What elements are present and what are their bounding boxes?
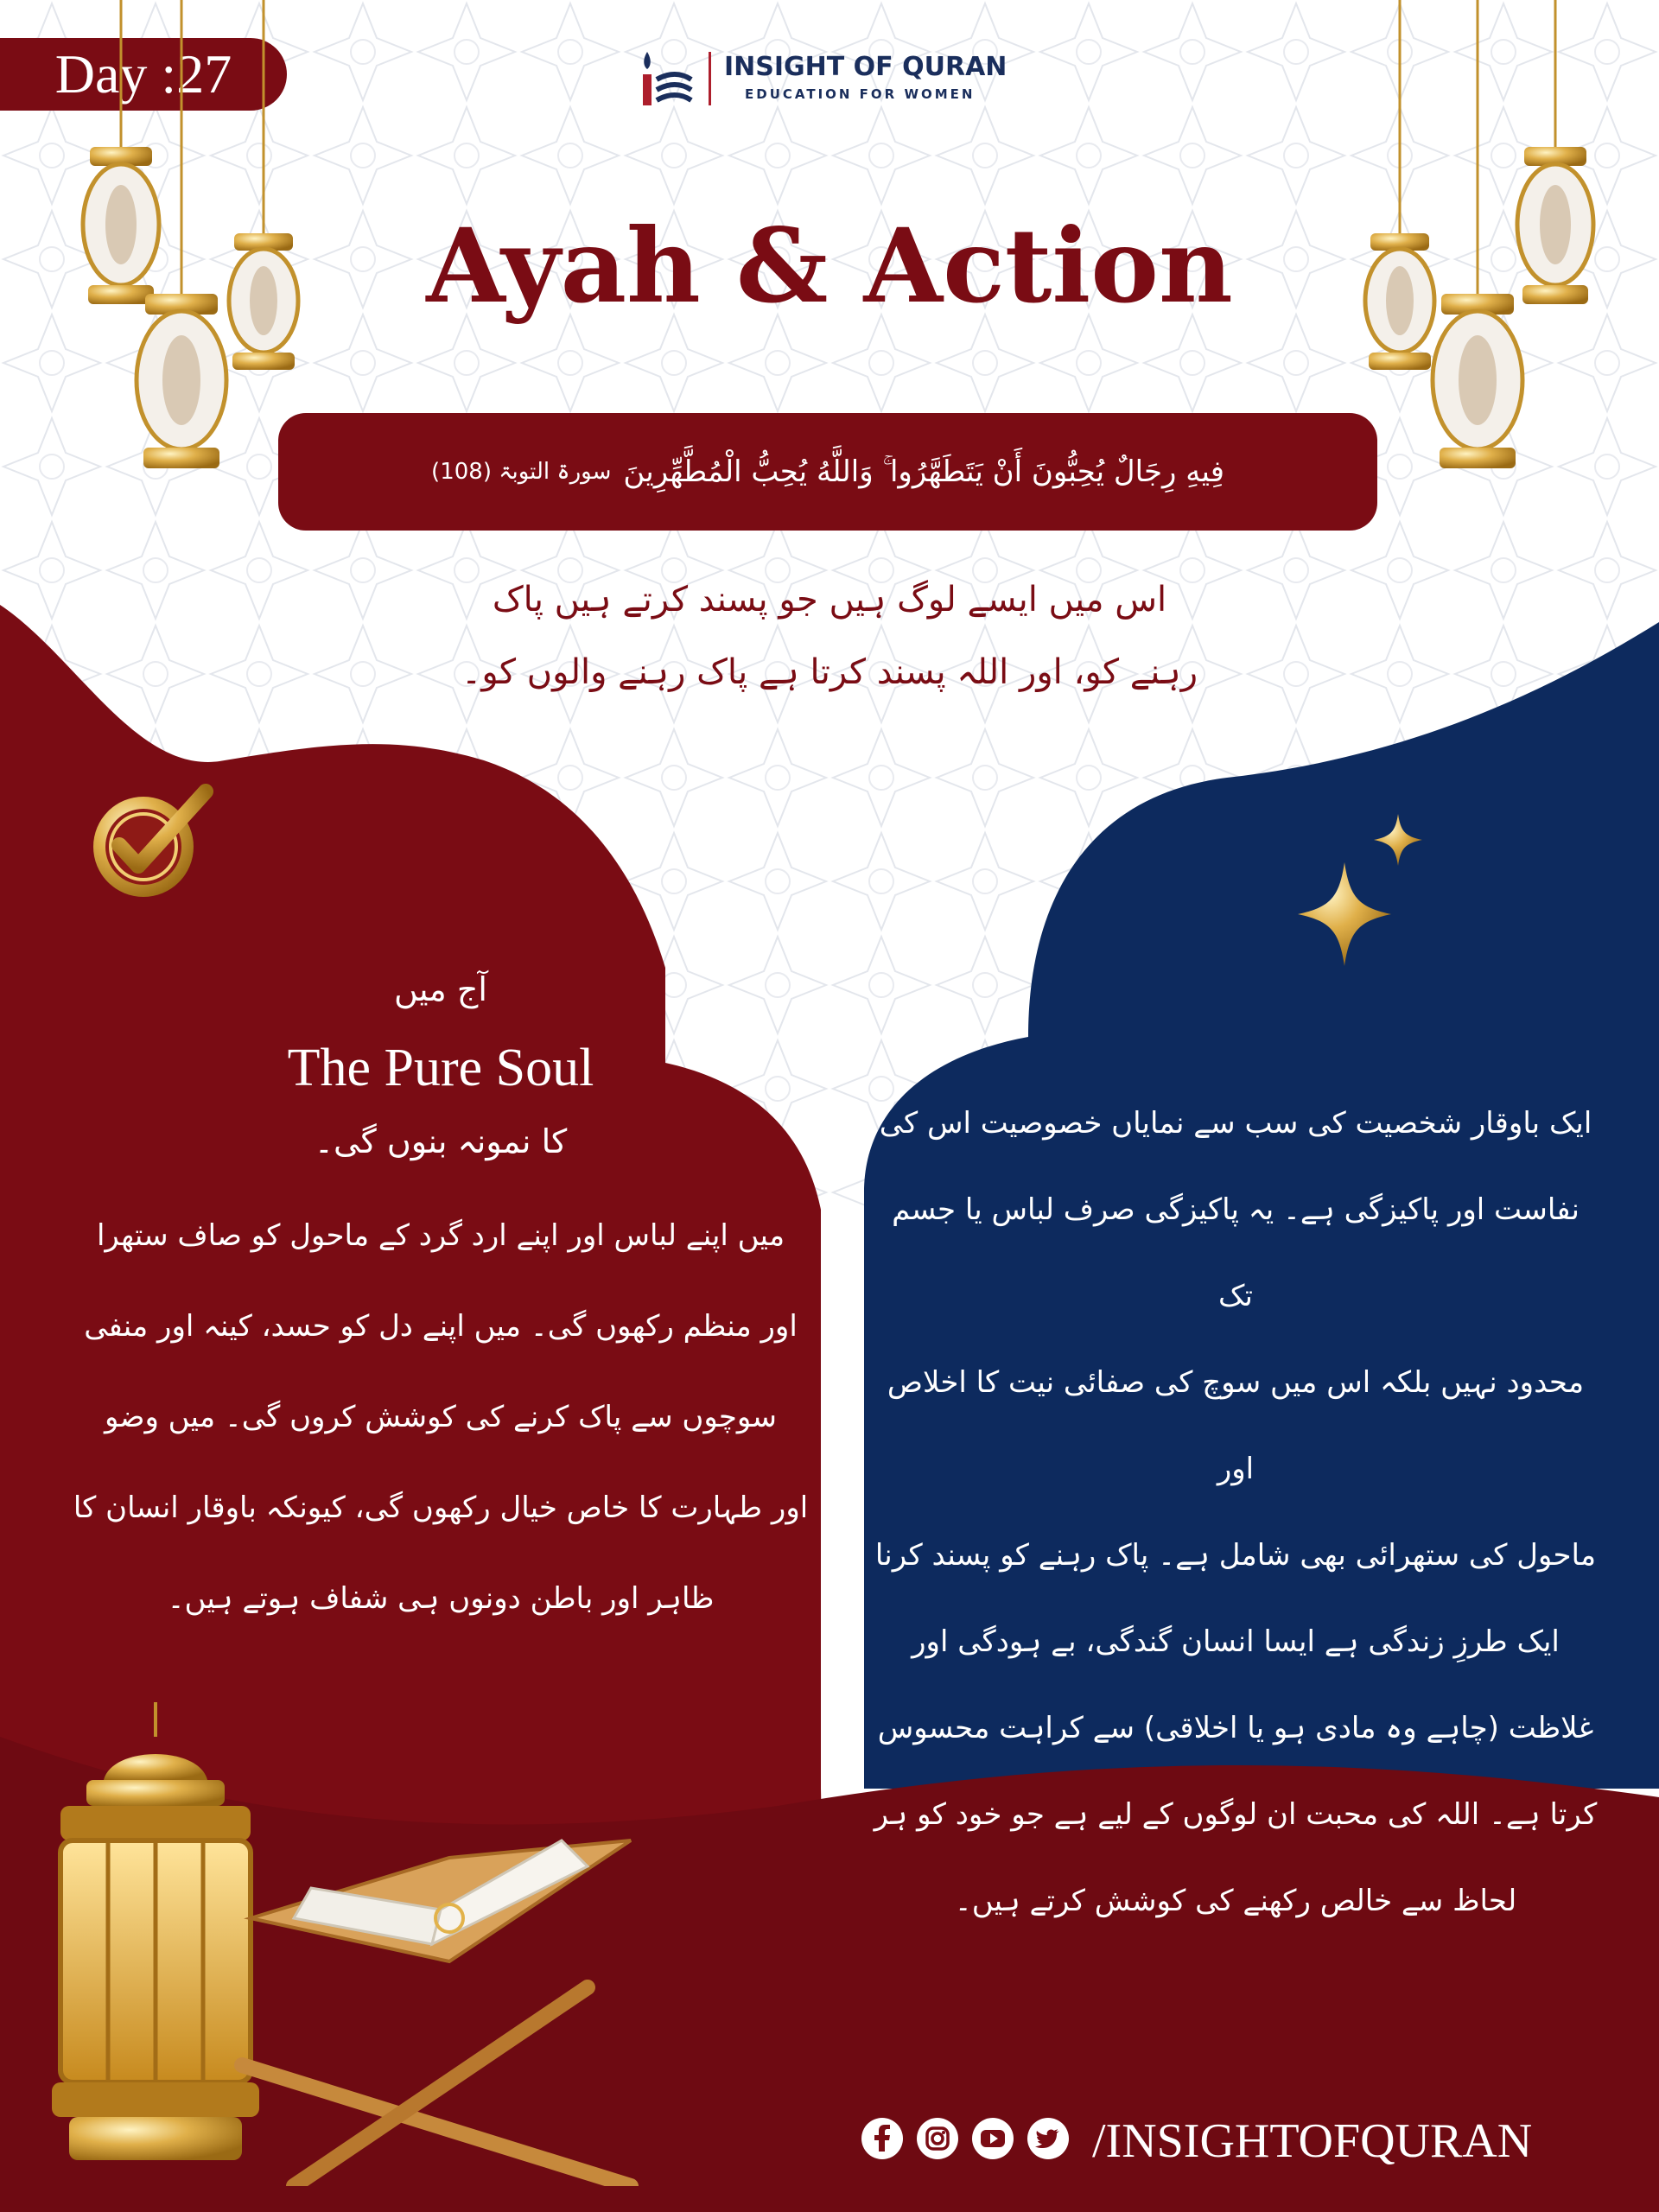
translation-line: رہنے کو، اور اللہ پسند کرتا ہے پاک رہنے والوں کو۔ xyxy=(461,652,1198,692)
action-line: اور منظم رکھوں گی۔ میں اپنے دل کو حسد، کینہ اور منفی xyxy=(84,1309,798,1344)
reflection-line: ایک طرزِ زندگی ہے ایسا انسان گندگی، بے ہودگی اور xyxy=(912,1624,1560,1659)
youtube-icon[interactable] xyxy=(971,2117,1014,2160)
action-line: میں اپنے لباس اور اپنے ارد گرد کے ماحول کو صاف ستھرا xyxy=(96,1218,785,1253)
logo-divider xyxy=(709,52,711,105)
action-lead: آج میں xyxy=(394,970,487,1008)
brand-name: INSIGHT OF QURAN xyxy=(724,52,1007,82)
lanterns-right-icon xyxy=(1348,0,1607,518)
brand-logo xyxy=(638,48,1018,111)
page-title: Ayah & Action xyxy=(426,206,1233,326)
lantern-quran-stand-icon xyxy=(35,1702,657,2186)
translation-line: اس میں ایسے لوگ ہیں جو پسند کرتے ہیں پاک xyxy=(492,580,1167,620)
instagram-icon[interactable] xyxy=(916,2117,959,2160)
reflection-line: نفاست اور پاکیزگی ہے۔ یہ پاکیزگی صرف لباس یا جسم تک xyxy=(892,1192,1580,1313)
reflection-line: ماحول کی ستھرائی بھی شامل ہے۔ پاک رہنے کو پسند کرنا xyxy=(874,1538,1597,1573)
brand-tagline: EDUCATION FOR WOMEN xyxy=(745,86,976,102)
action-lead-tail: کا نمونہ بنوں گی۔ xyxy=(314,1122,568,1160)
action-body xyxy=(60,1191,821,1644)
facebook-icon[interactable] xyxy=(861,2117,904,2160)
ayah-arabic: فِيهِ رِجَالٌ يُحِبُّونَ أَنْ يَتَطَهَّرُوا ۚ وَاللَّهُ يُحِبُّ الْمُطَّهِّرِينَ xyxy=(623,454,1224,489)
ayah-translation xyxy=(406,563,1253,709)
social-handle[interactable]: /INSIGHTOFQURAN xyxy=(1092,2114,1533,2168)
reflection-line: کرتا ہے۔ اللہ کی محبت ان لوگوں کے لیے ہے جو خود کو ہر xyxy=(874,1797,1598,1832)
reflection-text xyxy=(873,1080,1599,1944)
reflection-line: محدود نہیں بلکہ اس میں سوچ کی صفائی نیت کا اخلاص اور xyxy=(887,1365,1585,1486)
action-line: سوچوں سے پاک کرنے کی کوشش کروں گی۔ میں وضو xyxy=(105,1400,777,1434)
action-line: ظاہر اور باطن دونوں ہی شفاف ہوتے ہیں۔ xyxy=(167,1581,715,1616)
reflection-line: غلاظت (چاہے وہ مادی ہو یا اخلاقی) سے کراہت محسوس xyxy=(877,1711,1594,1745)
twitter-icon[interactable] xyxy=(1027,2117,1070,2160)
action-theme: The Pure Soul xyxy=(287,1039,594,1097)
daily-action xyxy=(60,959,821,1644)
sparkle-icon xyxy=(1287,810,1443,983)
reflection-line: لحاظ سے خالص رکھنے کی کوشش کرتے ہیں۔ xyxy=(954,1884,1517,1918)
social-footer xyxy=(861,2108,1621,2171)
reflection-line: ایک باوقار شخصیت کی سب سے نمایاں خصوصیت اس کی xyxy=(879,1106,1592,1141)
action-line: اور طہارت کا خاص خیال رکھوں گی، کیونکہ باوقار انسان کا xyxy=(73,1491,809,1525)
brand-mark-icon xyxy=(638,48,693,111)
check-badge-icon xyxy=(85,776,214,906)
day-badge: Day :27 xyxy=(0,38,287,111)
ayah-reference: سورۃ التوبۃ (108) xyxy=(431,459,612,485)
ayah-banner xyxy=(278,413,1377,531)
